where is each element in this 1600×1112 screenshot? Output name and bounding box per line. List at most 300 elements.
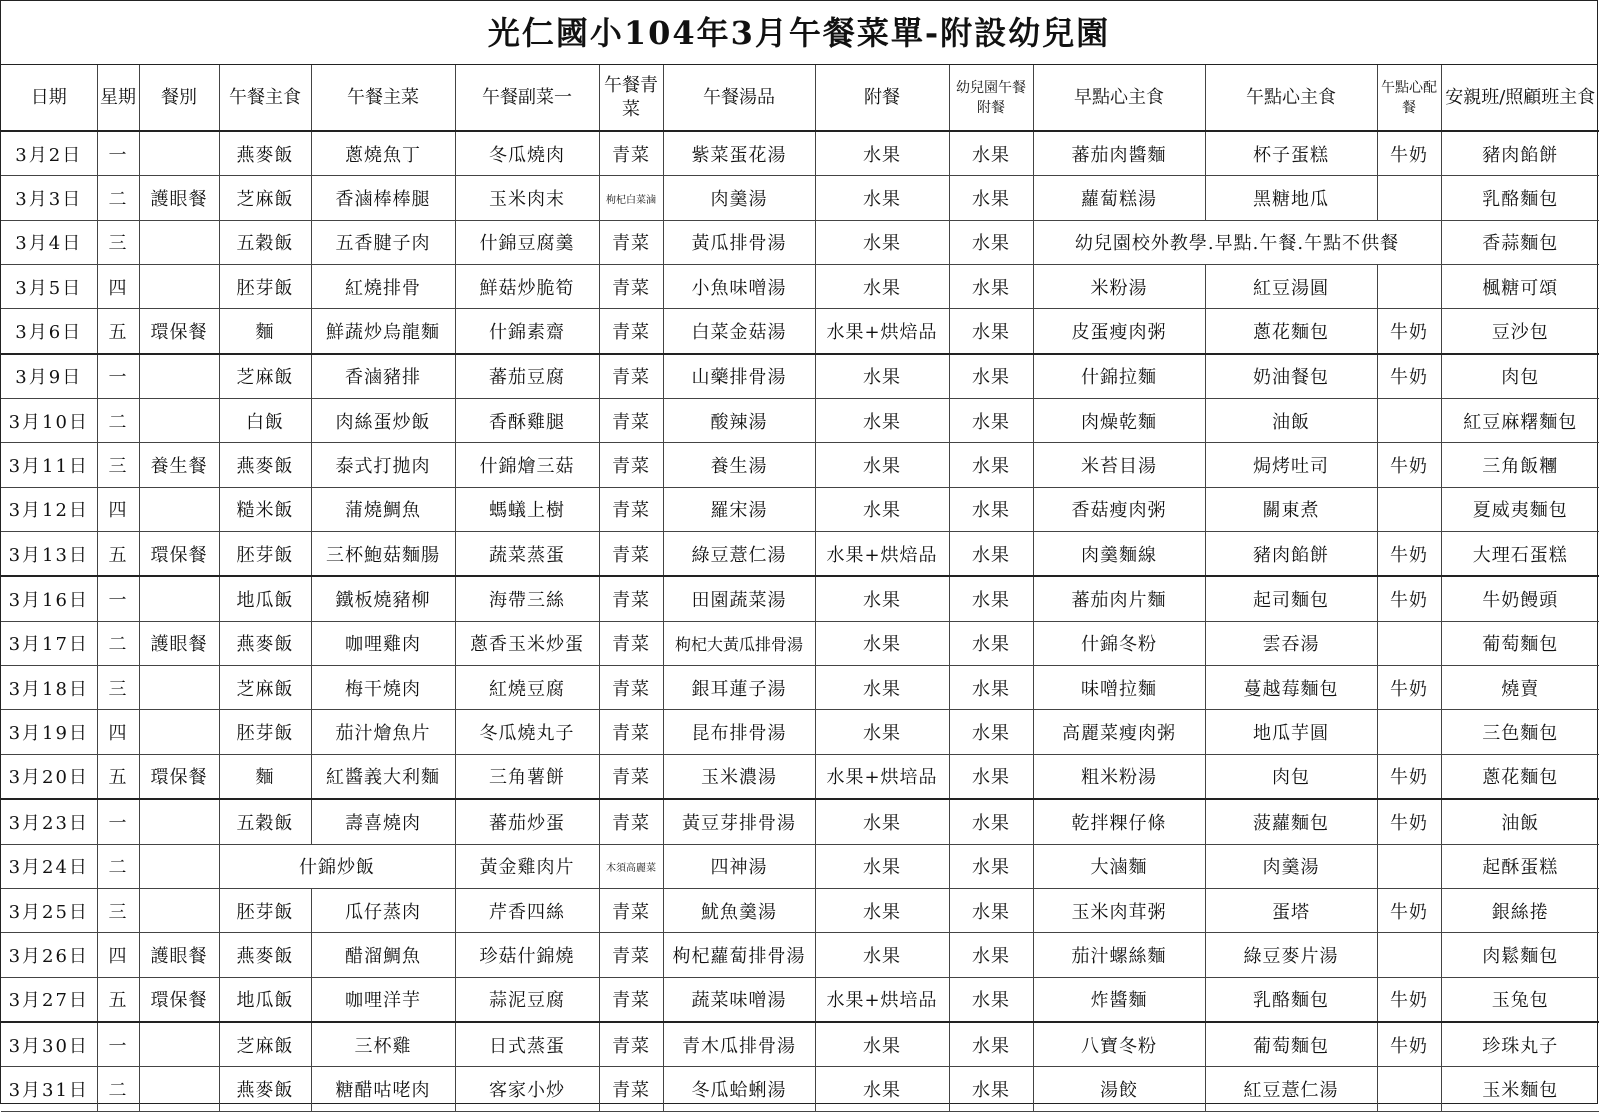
main-dish-cell: 梅干燒肉 xyxy=(311,666,455,710)
pm-drink-cell xyxy=(1377,265,1441,309)
soup-cell: 玉米濃湯 xyxy=(663,754,815,799)
staple-cell: 燕麥飯 xyxy=(219,131,311,176)
extra-cell: 水果 xyxy=(815,176,949,220)
pm-drink-cell: 牛奶 xyxy=(1377,977,1441,1022)
page-title: 光仁國小104年3月午餐菜單-附設幼兒園 xyxy=(1,1,1597,65)
table-row xyxy=(1,532,1599,577)
extra-cell: 水果 xyxy=(815,933,949,977)
meal-type-cell xyxy=(139,131,219,176)
meal-type-cell: 環保餐 xyxy=(139,532,219,577)
pm-drink-cell: 牛奶 xyxy=(1377,131,1441,176)
afterschool-cell: 肉包 xyxy=(1441,354,1599,399)
date-cell: 3月3日 xyxy=(1,176,97,220)
morning-snack-cell: 炸醬麵 xyxy=(1033,977,1205,1022)
kg-extra-cell: 水果 xyxy=(949,933,1033,977)
kg-extra-cell: 水果 xyxy=(949,1022,1033,1067)
vegetable-cell: 青菜 xyxy=(599,354,663,399)
pm-drink-cell xyxy=(1377,710,1441,754)
weekday-cell: 三 xyxy=(97,888,139,932)
vegetable-cell: 青菜 xyxy=(599,754,663,799)
side-dish-cell: 蕃茄炒蛋 xyxy=(455,799,599,844)
side-dish-cell: 珍菇什錦燒 xyxy=(455,933,599,977)
date-cell: 3月20日 xyxy=(1,754,97,799)
table-row xyxy=(1,799,1599,844)
staple-cell: 燕麥飯 xyxy=(219,621,311,665)
weekday-cell: 一 xyxy=(97,354,139,399)
staple-cell: 芝麻飯 xyxy=(219,666,311,710)
kg-extra-cell: 水果 xyxy=(949,799,1033,844)
meal-type-cell: 環保餐 xyxy=(139,309,219,354)
header-row xyxy=(1,65,1599,131)
kg-extra-cell: 水果 xyxy=(949,487,1033,531)
header-date: 日期 xyxy=(1,65,97,131)
meal-type-cell: 養生餐 xyxy=(139,443,219,487)
kg-extra-cell: 水果 xyxy=(949,754,1033,799)
afternoon-snack-cell: 肉羹湯 xyxy=(1205,844,1377,888)
vegetable-cell: 青菜 xyxy=(599,265,663,309)
afternoon-snack-cell: 紅豆湯圓 xyxy=(1205,265,1377,309)
side-dish-cell: 冬瓜燒丸子 xyxy=(455,710,599,754)
soup-cell: 黃瓜排骨湯 xyxy=(663,220,815,264)
pm-drink-cell: 牛奶 xyxy=(1377,309,1441,354)
morning-snack-cell: 肉燥乾麵 xyxy=(1033,399,1205,443)
afterschool-cell: 楓糖可頌 xyxy=(1441,265,1599,309)
afternoon-snack-cell: 肉包 xyxy=(1205,754,1377,799)
staple-cell: 胚芽飯 xyxy=(219,532,311,577)
morning-snack-cell: 湯餃 xyxy=(1033,1067,1205,1111)
afternoon-snack-cell: 葡萄麵包 xyxy=(1205,1022,1377,1067)
kg-extra-cell: 水果 xyxy=(949,131,1033,176)
afterschool-cell: 肉鬆麵包 xyxy=(1441,933,1599,977)
soup-cell: 肉羹湯 xyxy=(663,176,815,220)
extra-cell: 水果+烘焙品 xyxy=(815,309,949,354)
afterschool-cell: 燒賣 xyxy=(1441,666,1599,710)
pm-drink-cell: 牛奶 xyxy=(1377,666,1441,710)
morning-snack-cell: 蘿蔔糕湯 xyxy=(1033,176,1205,220)
weekday-cell: 一 xyxy=(97,799,139,844)
kg-extra-cell: 水果 xyxy=(949,399,1033,443)
date-cell: 3月2日 xyxy=(1,131,97,176)
afterschool-cell: 三色麵包 xyxy=(1441,710,1599,754)
weekday-cell: 二 xyxy=(97,176,139,220)
table-row xyxy=(1,1067,1599,1111)
header-staple: 午餐主食 xyxy=(219,65,311,131)
table-row xyxy=(1,933,1599,977)
vegetable-cell: 青菜 xyxy=(599,888,663,932)
staple-cell: 燕麥飯 xyxy=(219,443,311,487)
kg-extra-cell: 水果 xyxy=(949,977,1033,1022)
header-pm-drink: 午點心配餐 xyxy=(1377,65,1441,131)
staple-cell: 芝麻飯 xyxy=(219,176,311,220)
date-cell: 3月27日 xyxy=(1,977,97,1022)
afterschool-cell: 大理石蛋糕 xyxy=(1441,532,1599,577)
afternoon-snack-cell: 黑糖地瓜 xyxy=(1205,176,1377,220)
afterschool-cell: 豆沙包 xyxy=(1441,309,1599,354)
menu-body xyxy=(1,131,1599,1111)
meal-type-cell: 護眼餐 xyxy=(139,933,219,977)
soup-cell: 羅宋湯 xyxy=(663,487,815,531)
date-cell: 3月6日 xyxy=(1,309,97,354)
main-dish-cell: 茄汁燴魚片 xyxy=(311,710,455,754)
table-row xyxy=(1,309,1599,354)
kg-extra-cell: 水果 xyxy=(949,354,1033,399)
weekday-cell: 二 xyxy=(97,621,139,665)
extra-cell: 水果 xyxy=(815,576,949,621)
weekday-cell: 五 xyxy=(97,977,139,1022)
kg-extra-cell: 水果 xyxy=(949,888,1033,932)
date-cell: 3月19日 xyxy=(1,710,97,754)
table-row xyxy=(1,399,1599,443)
extra-cell: 水果 xyxy=(815,1022,949,1067)
extra-cell: 水果 xyxy=(815,799,949,844)
main-dish-cell: 泰式打拋肉 xyxy=(311,443,455,487)
kg-extra-cell: 水果 xyxy=(949,576,1033,621)
extra-cell: 水果 xyxy=(815,354,949,399)
afternoon-snack-cell: 地瓜芋圓 xyxy=(1205,710,1377,754)
staple-cell: 白飯 xyxy=(219,399,311,443)
soup-cell: 綠豆薏仁湯 xyxy=(663,532,815,577)
table-row xyxy=(1,265,1599,309)
staple-cell: 燕麥飯 xyxy=(219,1067,311,1111)
vegetable-cell: 青菜 xyxy=(599,710,663,754)
morning-snack-cell: 什錦冬粉 xyxy=(1033,621,1205,665)
morning-snack-cell: 味噌拉麵 xyxy=(1033,666,1205,710)
side-dish-cell: 黃金雞肉片 xyxy=(455,844,599,888)
staple-cell: 芝麻飯 xyxy=(219,354,311,399)
kg-extra-cell: 水果 xyxy=(949,443,1033,487)
extra-cell: 水果 xyxy=(815,1067,949,1111)
staple-cell: 糙米飯 xyxy=(219,487,311,531)
date-cell: 3月18日 xyxy=(1,666,97,710)
afternoon-snack-cell: 蛋塔 xyxy=(1205,888,1377,932)
meal-type-cell: 環保餐 xyxy=(139,977,219,1022)
side-dish-cell: 紅燒豆腐 xyxy=(455,666,599,710)
vegetable-cell: 青菜 xyxy=(599,131,663,176)
staple-cell: 胚芽飯 xyxy=(219,710,311,754)
date-cell: 3月26日 xyxy=(1,933,97,977)
afternoon-snack-cell: 關東煮 xyxy=(1205,487,1377,531)
afternoon-snack-cell: 焗烤吐司 xyxy=(1205,443,1377,487)
side-dish-cell: 什錦素齋 xyxy=(455,309,599,354)
meal-type-cell xyxy=(139,399,219,443)
kg-extra-cell: 水果 xyxy=(949,710,1033,754)
afterschool-cell: 紅豆麻糬麵包 xyxy=(1441,399,1599,443)
soup-cell: 山藥排骨湯 xyxy=(663,354,815,399)
afterschool-cell: 玉米麵包 xyxy=(1441,1067,1599,1111)
meal-type-cell xyxy=(139,799,219,844)
soup-cell: 枸杞大黃瓜排骨湯 xyxy=(663,621,815,665)
afternoon-snack-cell: 油飯 xyxy=(1205,399,1377,443)
side-dish-cell: 三角薯餅 xyxy=(455,754,599,799)
soup-cell: 田園蔬菜湯 xyxy=(663,576,815,621)
staple-cell: 地瓜飯 xyxy=(219,576,311,621)
side-dish-cell: 冬瓜燒肉 xyxy=(455,131,599,176)
staple-cell: 地瓜飯 xyxy=(219,977,311,1022)
main-dish-cell: 三杯鮑菇麵腸 xyxy=(311,532,455,577)
main-dish-cell: 紅燒排骨 xyxy=(311,265,455,309)
meal-type-cell xyxy=(139,888,219,932)
date-cell: 3月24日 xyxy=(1,844,97,888)
extra-cell: 水果 xyxy=(815,443,949,487)
afternoon-snack-cell: 菠蘿麵包 xyxy=(1205,799,1377,844)
header-afternoon-snack: 午點心主食 xyxy=(1205,65,1377,131)
side-dish-cell: 蔬菜蒸蛋 xyxy=(455,532,599,577)
main-dish-cell: 鐵板燒豬柳 xyxy=(311,576,455,621)
morning-snack-cell: 大滷麵 xyxy=(1033,844,1205,888)
meal-type-cell xyxy=(139,710,219,754)
date-cell: 3月5日 xyxy=(1,265,97,309)
meal-type-cell xyxy=(139,220,219,264)
date-cell: 3月16日 xyxy=(1,576,97,621)
main-dish-cell: 咖哩雞肉 xyxy=(311,621,455,665)
side-dish-cell: 什錦燴三菇 xyxy=(455,443,599,487)
afternoon-snack-cell: 蔥花麵包 xyxy=(1205,309,1377,354)
vegetable-cell: 青菜 xyxy=(599,399,663,443)
afternoon-snack-cell: 乳酪麵包 xyxy=(1205,977,1377,1022)
main-dish-cell: 肉絲蛋炒飯 xyxy=(311,399,455,443)
kg-extra-cell: 水果 xyxy=(949,844,1033,888)
meal-type-cell xyxy=(139,576,219,621)
weekday-cell: 四 xyxy=(97,487,139,531)
header-side: 午餐副菜一 xyxy=(455,65,599,131)
morning-snack-cell: 肉羹麵線 xyxy=(1033,532,1205,577)
pm-drink-cell: 牛奶 xyxy=(1377,354,1441,399)
main-dish-cell: 瓜仔蒸肉 xyxy=(311,888,455,932)
side-dish-cell: 鮮菇炒脆筍 xyxy=(455,265,599,309)
vegetable-cell: 青菜 xyxy=(599,532,663,577)
date-cell: 3月9日 xyxy=(1,354,97,399)
header-weekday: 星期 xyxy=(97,65,139,131)
meal-type-cell: 護眼餐 xyxy=(139,621,219,665)
meal-type-cell xyxy=(139,666,219,710)
extra-cell: 水果 xyxy=(815,710,949,754)
weekday-cell: 一 xyxy=(97,131,139,176)
meal-type-cell xyxy=(139,354,219,399)
morning-snack-cell: 高麗菜瘦肉粥 xyxy=(1033,710,1205,754)
pm-drink-cell: 牛奶 xyxy=(1377,888,1441,932)
no-meal-note-cell: 幼兒園校外教學.早點.午餐.午點不供餐 xyxy=(1033,220,1441,264)
soup-cell: 枸杞蘿蔔排骨湯 xyxy=(663,933,815,977)
morning-snack-cell: 米苔目湯 xyxy=(1033,443,1205,487)
main-dish-cell: 香滷棒棒腿 xyxy=(311,176,455,220)
vegetable-cell: 青菜 xyxy=(599,621,663,665)
side-dish-cell: 蕃茄豆腐 xyxy=(455,354,599,399)
header-main: 午餐主菜 xyxy=(311,65,455,131)
afterschool-cell: 三角飯糰 xyxy=(1441,443,1599,487)
side-dish-cell: 海帶三絲 xyxy=(455,576,599,621)
pm-drink-cell xyxy=(1377,933,1441,977)
soup-cell: 小魚味噌湯 xyxy=(663,265,815,309)
header-afterschool: 安親班/照顧班主食 xyxy=(1441,65,1599,131)
main-dish-cell: 咖哩洋芋 xyxy=(311,977,455,1022)
meal-type-cell xyxy=(139,487,219,531)
weekday-cell: 五 xyxy=(97,754,139,799)
morning-snack-cell: 什錦拉麵 xyxy=(1033,354,1205,399)
soup-cell: 紫菜蛋花湯 xyxy=(663,131,815,176)
weekday-cell: 一 xyxy=(97,576,139,621)
staple-cell: 胚芽飯 xyxy=(219,265,311,309)
side-dish-cell: 日式蒸蛋 xyxy=(455,1022,599,1067)
side-dish-cell: 蔥香玉米炒蛋 xyxy=(455,621,599,665)
afterschool-cell: 蔥花麵包 xyxy=(1441,754,1599,799)
date-cell: 3月23日 xyxy=(1,799,97,844)
vegetable-cell: 木須高麗菜 xyxy=(599,844,663,888)
main-dish-cell: 鮮蔬炒烏龍麵 xyxy=(311,309,455,354)
soup-cell: 酸辣湯 xyxy=(663,399,815,443)
pm-drink-cell xyxy=(1377,844,1441,888)
vegetable-cell: 青菜 xyxy=(599,977,663,1022)
table-row xyxy=(1,621,1599,665)
meal-type-cell xyxy=(139,1022,219,1067)
soup-cell: 養生湯 xyxy=(663,443,815,487)
morning-snack-cell: 玉米肉茸粥 xyxy=(1033,888,1205,932)
morning-snack-cell: 八寶冬粉 xyxy=(1033,1022,1205,1067)
pm-drink-cell xyxy=(1377,621,1441,665)
pm-drink-cell: 牛奶 xyxy=(1377,576,1441,621)
kg-extra-cell: 水果 xyxy=(949,265,1033,309)
soup-cell: 昆布排骨湯 xyxy=(663,710,815,754)
afterschool-cell: 起酥蛋糕 xyxy=(1441,844,1599,888)
side-dish-cell: 螞蟻上樹 xyxy=(455,487,599,531)
afterschool-cell: 夏威夷麵包 xyxy=(1441,487,1599,531)
weekday-cell: 三 xyxy=(97,666,139,710)
extra-cell: 水果 xyxy=(815,399,949,443)
morning-snack-cell: 蕃茄肉醬麵 xyxy=(1033,131,1205,176)
afternoon-snack-cell: 蔓越莓麵包 xyxy=(1205,666,1377,710)
date-cell: 3月25日 xyxy=(1,888,97,932)
main-dish-cell: 醋溜鯛魚 xyxy=(311,933,455,977)
afternoon-snack-cell: 豬肉餡餅 xyxy=(1205,532,1377,577)
staple-cell: 麵 xyxy=(219,309,311,354)
table-row xyxy=(1,666,1599,710)
staple-cell: 五穀飯 xyxy=(219,799,311,844)
header-soup: 午餐湯品 xyxy=(663,65,815,131)
morning-snack-cell: 乾拌粿仔條 xyxy=(1033,799,1205,844)
table-row xyxy=(1,754,1599,799)
pm-drink-cell xyxy=(1377,176,1441,220)
date-cell: 3月31日 xyxy=(1,1067,97,1111)
weekday-cell: 一 xyxy=(97,1022,139,1067)
header-meal-type: 餐別 xyxy=(139,65,219,131)
table-row xyxy=(1,576,1599,621)
kg-extra-cell: 水果 xyxy=(949,309,1033,354)
extra-cell: 水果 xyxy=(815,888,949,932)
main-dish-cell: 蒲燒鯛魚 xyxy=(311,487,455,531)
side-dish-cell: 玉米肉末 xyxy=(455,176,599,220)
side-dish-cell: 香酥雞腿 xyxy=(455,399,599,443)
morning-snack-cell: 皮蛋瘦肉粥 xyxy=(1033,309,1205,354)
vegetable-cell: 青菜 xyxy=(599,1067,663,1111)
date-cell: 3月30日 xyxy=(1,1022,97,1067)
soup-cell: 魷魚羹湯 xyxy=(663,888,815,932)
weekday-cell: 四 xyxy=(97,265,139,309)
weekday-cell: 二 xyxy=(97,844,139,888)
soup-cell: 銀耳蓮子湯 xyxy=(663,666,815,710)
afternoon-snack-cell: 雲吞湯 xyxy=(1205,621,1377,665)
morning-snack-cell: 茄汁螺絲麵 xyxy=(1033,933,1205,977)
main-dish-cell: 三杯雞 xyxy=(311,1022,455,1067)
extra-cell: 水果 xyxy=(815,220,949,264)
kg-extra-cell: 水果 xyxy=(949,621,1033,665)
side-dish-cell: 客家小炒 xyxy=(455,1067,599,1111)
header-extra: 附餐 xyxy=(815,65,949,131)
table-row xyxy=(1,844,1599,888)
table-row xyxy=(1,176,1599,220)
afternoon-snack-cell: 綠豆麥片湯 xyxy=(1205,933,1377,977)
vegetable-cell: 青菜 xyxy=(599,220,663,264)
kg-extra-cell: 水果 xyxy=(949,532,1033,577)
extra-cell: 水果 xyxy=(815,621,949,665)
staple-cell: 燕麥飯 xyxy=(219,933,311,977)
extra-cell: 水果 xyxy=(815,844,949,888)
afternoon-snack-cell: 紅豆薏仁湯 xyxy=(1205,1067,1377,1111)
vegetable-cell: 青菜 xyxy=(599,309,663,354)
afterschool-cell: 牛奶饅頭 xyxy=(1441,576,1599,621)
table-row xyxy=(1,977,1599,1022)
extra-cell: 水果 xyxy=(815,131,949,176)
date-cell: 3月4日 xyxy=(1,220,97,264)
vegetable-cell: 青菜 xyxy=(599,933,663,977)
kg-extra-cell: 水果 xyxy=(949,1067,1033,1111)
kg-extra-cell: 水果 xyxy=(949,666,1033,710)
date-cell: 3月13日 xyxy=(1,532,97,577)
extra-cell: 水果 xyxy=(815,487,949,531)
afterschool-cell: 珍珠丸子 xyxy=(1441,1022,1599,1067)
date-cell: 3月11日 xyxy=(1,443,97,487)
header-morning-snack: 早點心主食 xyxy=(1033,65,1205,131)
soup-cell: 黃豆芽排骨湯 xyxy=(663,799,815,844)
pm-drink-cell xyxy=(1377,1067,1441,1111)
vegetable-cell: 青菜 xyxy=(599,487,663,531)
weekday-cell: 四 xyxy=(97,710,139,754)
vegetable-cell: 青菜 xyxy=(599,1022,663,1067)
main-dish-cell: 紅醬義大利麵 xyxy=(311,754,455,799)
date-cell: 3月17日 xyxy=(1,621,97,665)
extra-cell: 水果+烘焙品 xyxy=(815,532,949,577)
afterschool-cell: 葡萄麵包 xyxy=(1441,621,1599,665)
afterschool-cell: 銀絲捲 xyxy=(1441,888,1599,932)
kg-extra-cell: 水果 xyxy=(949,176,1033,220)
header-veg: 午餐青菜 xyxy=(599,65,663,131)
afternoon-snack-cell: 起司麵包 xyxy=(1205,576,1377,621)
table-row xyxy=(1,220,1599,264)
weekday-cell: 五 xyxy=(97,532,139,577)
combined-staple-main-cell: 什錦炒飯 xyxy=(219,844,455,888)
extra-cell: 水果+烘培品 xyxy=(815,754,949,799)
extra-cell: 水果 xyxy=(815,666,949,710)
morning-snack-cell: 米粉湯 xyxy=(1033,265,1205,309)
meal-type-cell xyxy=(139,265,219,309)
pm-drink-cell: 牛奶 xyxy=(1377,799,1441,844)
afternoon-snack-cell: 奶油餐包 xyxy=(1205,354,1377,399)
main-dish-cell: 香滷豬排 xyxy=(311,354,455,399)
soup-cell: 青木瓜排骨湯 xyxy=(663,1022,815,1067)
soup-cell: 冬瓜蛤蜊湯 xyxy=(663,1067,815,1111)
meal-type-cell: 護眼餐 xyxy=(139,176,219,220)
weekday-cell: 二 xyxy=(97,1067,139,1111)
pm-drink-cell xyxy=(1377,399,1441,443)
staple-cell: 五穀飯 xyxy=(219,220,311,264)
table-row xyxy=(1,443,1599,487)
side-dish-cell: 芹香四絲 xyxy=(455,888,599,932)
afterschool-cell: 香蒜麵包 xyxy=(1441,220,1599,264)
vegetable-cell: 青菜 xyxy=(599,576,663,621)
vegetable-cell: 青菜 xyxy=(599,443,663,487)
staple-cell: 胚芽飯 xyxy=(219,888,311,932)
table-row xyxy=(1,354,1599,399)
meal-type-cell xyxy=(139,1067,219,1111)
table-row xyxy=(1,1022,1599,1067)
